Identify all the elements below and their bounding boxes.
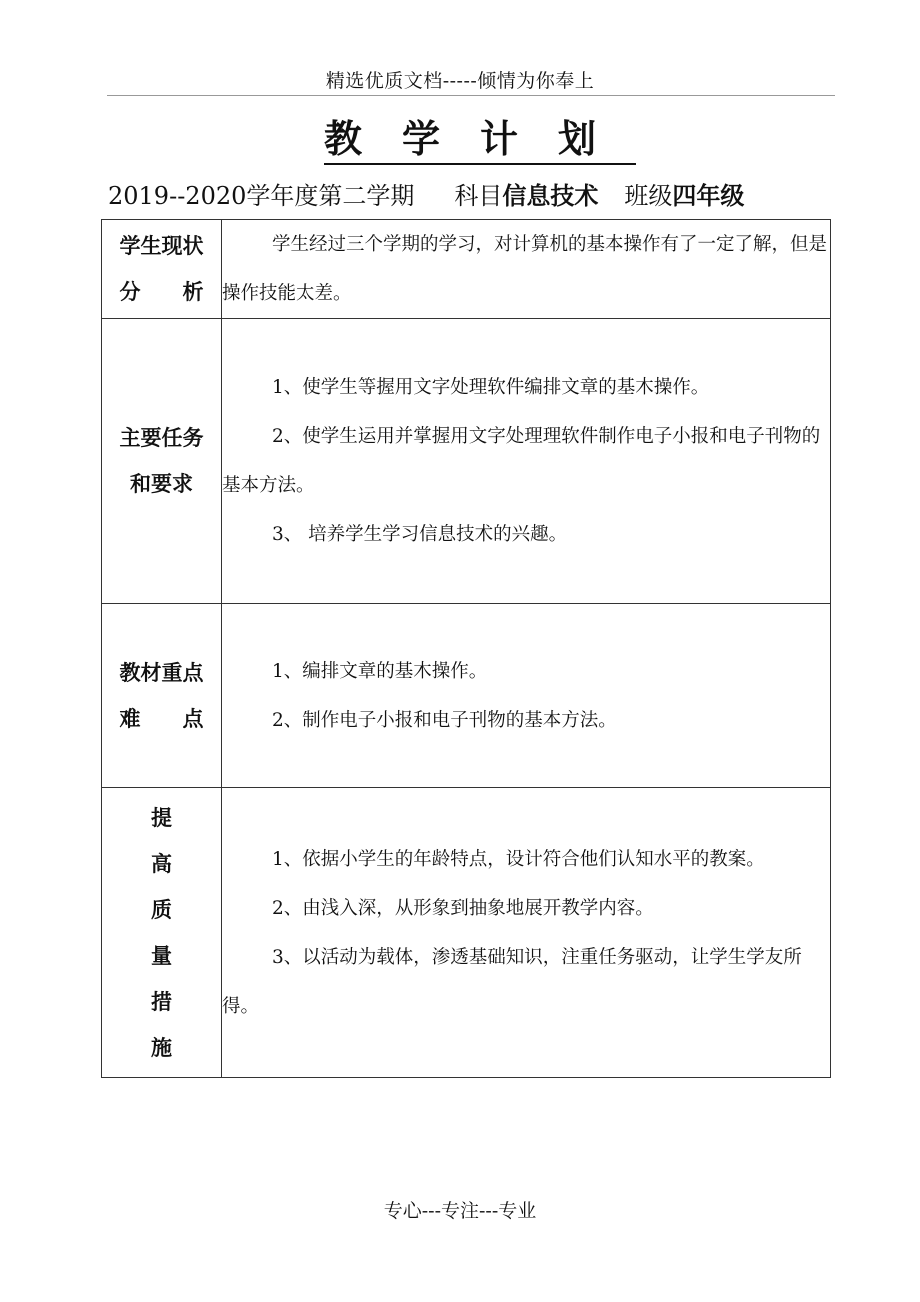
content-paragraph: 1、依据小学生的年龄特点，设计符合他们认知水平的教案。: [272, 848, 765, 870]
label-char: 措: [151, 989, 172, 1014]
row-label-quality-measures: [102, 788, 222, 1078]
label-char: 高: [151, 851, 172, 876]
table-row-tasks: [102, 319, 831, 604]
label-line: 教材重点: [119, 660, 204, 685]
label-line: 主要任务: [119, 426, 204, 450]
class-value: 四年级: [672, 182, 745, 210]
content-paragraph: 1、编排文章的基木操作。: [272, 660, 488, 682]
content-paragraph: 2、制作电子小报和电子刊物的基本方法。: [272, 709, 617, 731]
label-char: 施: [151, 1035, 172, 1060]
label-line: 分 析: [119, 280, 204, 304]
table-row-student-analysis: [102, 220, 831, 319]
class-label: 班级: [624, 182, 673, 210]
row-label-key-points: [102, 604, 222, 788]
row-content-quality-measures: [222, 788, 831, 1078]
label-line: 难 点: [119, 706, 204, 731]
teaching-plan-table: [101, 219, 831, 1078]
label-char: 质: [151, 897, 172, 922]
content-paragraph: 2、使学生运用并掌握用文字处理理软件制作电子小报和电子刊物的基本方法。: [222, 426, 821, 496]
title-text: 教学计划: [324, 117, 636, 165]
year-term: 2019--2020学年度第二学期: [108, 182, 415, 210]
content-paragraph: 学生经过三个学期的学习，对计算机的基本操作有了一定了解，但是操作技能太差。: [222, 234, 828, 304]
row-content-key-points: [222, 604, 831, 788]
label-char: 量: [151, 943, 172, 968]
label-char: 提: [151, 805, 172, 830]
row-content-tasks: [222, 319, 831, 604]
subject-value: 信息技术: [502, 182, 599, 210]
page-footer: 专心---专注---专业: [383, 1200, 537, 1222]
table-row-quality-measures: [102, 788, 831, 1078]
table-row-key-points: [102, 604, 831, 788]
subject-label: 科目: [454, 182, 503, 210]
page-header: 精选优质文档-----倾情为你奉上: [325, 70, 595, 92]
content-paragraph: 3、 培养学生学习信息技术的兴趣。: [272, 524, 568, 545]
content-paragraph: 3、以活动为载体，渗透基础知识，注重任务驱动，让学生学友所得。: [222, 946, 802, 1017]
label-line: 和要求: [130, 472, 193, 496]
header-divider: [107, 95, 835, 96]
content-paragraph: 2、由浅入深，从形象到抽象地展开教学内容。: [272, 897, 654, 919]
row-label-tasks: [102, 319, 222, 604]
content-paragraph: 1、使学生等握用文字处理软件编排文章的基木操作。: [272, 377, 710, 398]
plan-meta-line: [108, 176, 848, 211]
page-title: [0, 108, 920, 163]
row-content-student-analysis: [222, 220, 831, 319]
row-label-student-analysis: [102, 220, 222, 319]
label-line: 学生现状: [119, 234, 204, 258]
